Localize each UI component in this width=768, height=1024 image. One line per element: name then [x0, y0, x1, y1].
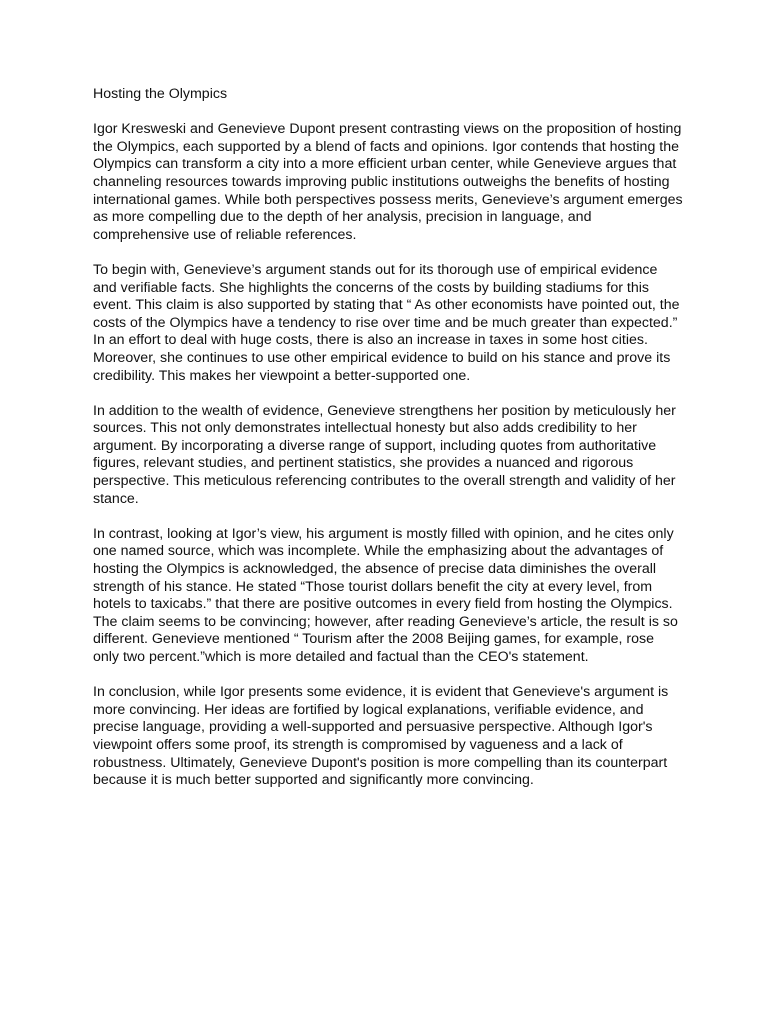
paragraph-introduction: Igor Kresweski and Genevieve Dupont present contrasting views on the proposition of hosting the Olympics, each supported by a blend of facts and opinions. Igor contends that hosting the Olympics can transform a city into a more efficient urban center, while Genevieve argues that channeling resources towards improving public institutions outweighs the benefits of hosting international games. While both perspectives possess merits, Genevieve’s argument emerges as more compelling due to the depth of her analysis, precision in language, and comprehensive use of reliable references.: [93, 121, 683, 243]
document-title: Hosting the Olympics: [93, 86, 228, 102]
paragraph-conclusion: In conclusion, while Igor presents some evidence, it is evident that Genevieve's argument is more convincing. Her ideas are fortified by logical explanations, verifiable evidence, and precise language, providing a well-supported and persuasive perspective. Although Igor's viewpoint offers some proof, its strength is compromised by vagueness and a lack of robustness. Ultimately, Genevieve Dupont's position is more compelling than its counterpart because it is much better supported and significantly more convincing.: [93, 684, 669, 789]
paragraph-empirical-evidence: To begin with, Genevieve’s argument stands out for its thorough use of empirical evidence and verifiable facts. She highlights the concerns of the costs by building stadiums for this event. This claim is also supported by stating that “ As other economists have pointed out, the costs of the Olympics have a tendency to rise over time and be much greater than expected.” In an effort to deal with huge costs, there is also an increase in taxes in some host cities. Moreover, she continues to use other empirical evidence to build on his stance and prove its credibility. This makes her viewpoint a better-supported one.: [93, 261, 680, 384]
paragraph-contrast: In contrast, looking at Igor’s view, his argument is mostly filled with opinion, and he cites only one named source, which was incomplete. While the emphasizing about the advantages of hosting the Olympics is acknowledged, the absence of precise data diminishes the overall strength of his stance. He stated “Those tourist dollars benefit the city at every level, from hotels to taxicabs.” that there are positive outcomes in every field from hosting the Olympics. The claim seems to be convincing; however, after reading Genevieve’s article, the result is so different. Genevieve mentioned “ Tourism after the 2008 Beijing games, for example, rose only two percent.”which is more detailed and factual than the CEO's statement.: [93, 525, 678, 665]
paragraph-sources: In addition to the wealth of evidence, Genevieve strengthens her position by meticulously her sources. This not only demonstrates intellectual honesty but also adds credibility to her argument. By incorporating a diverse range of support, including quotes from authoritative figures, relevant studies, and pertinent statistics, she provides a nuanced and rigorous perspective. This meticulous referencing contributes to the overall strength and validity of her stance.: [93, 402, 676, 507]
document-body: [93, 86, 683, 790]
